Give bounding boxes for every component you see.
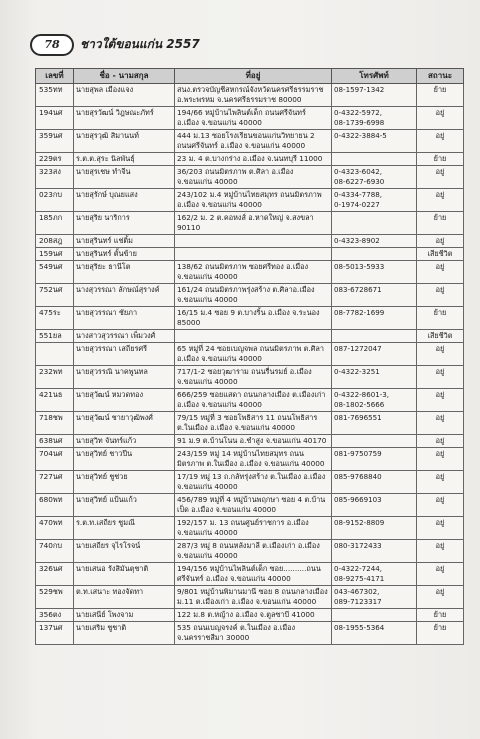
- member-code: 704นศ: [36, 448, 74, 471]
- member-code: 680พท: [36, 494, 74, 517]
- table-row: [36, 330, 464, 343]
- column-header-code: เลขที่: [36, 69, 74, 84]
- table-row: [36, 586, 464, 609]
- member-name: นายสุรินทร์ แช่ติ้ม: [74, 235, 175, 248]
- column-header-name: ชื่อ - นามสกุล: [74, 69, 175, 84]
- member-code: 229ตร: [36, 153, 74, 166]
- phone-number: 08-1739-6998: [334, 118, 385, 127]
- member-name: นางสุวรรณา ลักษณ์สุรางค์: [74, 284, 175, 307]
- phone-number: 043-467302,: [334, 587, 380, 596]
- member-table: [35, 68, 464, 645]
- table-row: [36, 366, 464, 389]
- member-code: 326นศ: [36, 563, 74, 586]
- phone-number: 0-4322-3884-5: [334, 131, 387, 140]
- member-phone: [332, 284, 417, 307]
- phone-number: 0-4322-8601-3,: [334, 390, 390, 399]
- phone-number: 08-1955-5364: [334, 623, 385, 632]
- member-address: 192/157 ม. 13 ถนนศูนย์ราชการ อ.เมือง จ.ขอนแก่น 40000: [175, 517, 332, 540]
- member-phone: [332, 586, 417, 609]
- member-address: 194/156 หมู่บ้านไพลินต์เด็ก ซอย..........ถนนศรีจันทร์ อ.เมือง จ.ขอนแก่น 40000: [175, 563, 332, 586]
- phone-number: 0-4323-6042,: [334, 167, 382, 176]
- phone-number: 08-7782-1699: [334, 308, 385, 317]
- member-address: 138/62 ถนนมิตรภาพ ซอยศรีทอง อ.เมือง จ.ขอนแก่น 40000: [175, 261, 332, 284]
- page-header-title: ชาวใต้ขอนแก่น 2557: [80, 37, 200, 51]
- table-row: [36, 307, 464, 330]
- member-status: อยู่: [417, 284, 464, 307]
- member-phone: [332, 84, 417, 107]
- member-address: 243/102 ม.4 หมู่บ้านไทยสมุทร ถนนมิตรภาพ อ.เมือง จ.ขอนแก่น 40000: [175, 189, 332, 212]
- member-address: 9/801 หมู่บ้านพิมานมานี ซอย 8 ถนนกลางเมือง ม.11 ต.เมืองเก่า อ.เมือง จ.ขอนแก่น 40000: [175, 586, 332, 609]
- member-address: 79/15 หมู่ที่ 3 ซอยโพธิสาร 11 ถนนโพธิสาร ต.ในเมือง อ.เมือง จ.ขอนแก่น 40000: [175, 412, 332, 435]
- phone-number: 085-9768840: [334, 472, 382, 481]
- table-row: [36, 435, 464, 448]
- member-name: นายสุรักษ์ บุณยแสง: [74, 189, 175, 212]
- member-status: อยู่: [417, 107, 464, 130]
- table-row: [36, 284, 464, 307]
- member-code: 356ตง: [36, 609, 74, 622]
- column-header-address: ที่อยู่: [175, 69, 332, 84]
- member-phone: [332, 235, 417, 248]
- phone-number: 085-9669103: [334, 495, 382, 504]
- phone-number: 0-4322-7244,: [334, 564, 382, 573]
- member-address: 444 ม.13 ซอยโรงเรียนขอนแก่นวิทยายน 2 ถนนศรีจันทร์ อ.เมือง จ.ขอนแก่น 40000: [175, 130, 332, 153]
- member-phone: [332, 107, 417, 130]
- member-address: 91 ม.9 ต.บ้านโนน อ.ชำสูง จ.ขอนแก่น 40170: [175, 435, 332, 448]
- member-status: อยู่: [417, 261, 464, 284]
- member-name: นายสุวรรณา ชัยภา: [74, 307, 175, 330]
- table-row: [36, 235, 464, 248]
- member-address: 65 หมู่ที่ 24 ซอยเบญจพล ถนนมิตรภาพ ต.ศิลา อ.เมือง จ.ขอนแก่น 40000: [175, 343, 332, 366]
- member-name: นายสุวรรณิ นาคพูนทล: [74, 366, 175, 389]
- member-address: 36/203 ถนนมิตรภาพ ต.ศิลา อ.เมือง จ.ขอนแก่น 40000: [175, 166, 332, 189]
- member-name: นายสุรินทร์ ตั้นข้าย: [74, 248, 175, 261]
- table-body: [36, 84, 464, 645]
- member-name: นายสุพล เมืองแจง: [74, 84, 175, 107]
- member-code: 529ชพ: [36, 586, 74, 609]
- phone-number: 08-9275-4171: [334, 574, 385, 583]
- member-address: 456/789 หมู่ที่ 4 หมู่บ้านพฤกษา ซอย 4 ต.บ้านเป็ด อ.เมือง จ.ขอนแก่น 40000: [175, 494, 332, 517]
- member-address: 194/66 หมู่บ้านไพลินต์เด็ก ถนนศรีจันทร์ อ.เมือง จ.ขอนแก่น 40000: [175, 107, 332, 130]
- member-phone: [332, 609, 417, 622]
- member-name: นายสุวิทย์ ชูช่วย: [74, 471, 175, 494]
- member-address: 717/1-2 ซอยวุฒาราม ถนนรื่นรมย์ อ.เมือง จ.ขอนแก่น 40000: [175, 366, 332, 389]
- member-code: 323สง: [36, 166, 74, 189]
- member-status: เสียชีวิต: [417, 248, 464, 261]
- member-status: ย้าย: [417, 212, 464, 235]
- phone-number: 081-7696551: [334, 413, 382, 422]
- table-row: [36, 448, 464, 471]
- member-name: นายสุวิทย์ ชาวปีน: [74, 448, 175, 471]
- page-number: 78: [30, 34, 74, 56]
- table-row: [36, 189, 464, 212]
- member-code: 549นศ: [36, 261, 74, 284]
- member-phone: [332, 448, 417, 471]
- member-status: ย้าย: [417, 609, 464, 622]
- member-phone: [332, 389, 417, 412]
- member-phone: [332, 471, 417, 494]
- table-row: [36, 609, 464, 622]
- member-phone: [332, 166, 417, 189]
- member-status: ย้าย: [417, 153, 464, 166]
- member-code: 359นศ: [36, 130, 74, 153]
- phone-number: 083-6728671: [334, 285, 382, 294]
- member-name: นายเสริม ชูชาติ: [74, 622, 175, 645]
- table-row: [36, 563, 464, 586]
- member-code: 475ระ: [36, 307, 74, 330]
- member-phone: [332, 153, 417, 166]
- member-address: 161/24 ถนนมิตรภาพรุ่งสร้าง ต.ศิลาอ.เมือง จ.ขอนแก่น 40000: [175, 284, 332, 307]
- phone-number: 089-7123317: [334, 597, 382, 606]
- member-status: อยู่: [417, 343, 464, 366]
- member-status: อยู่: [417, 540, 464, 563]
- phone-number: 0-4334-7788,: [334, 190, 382, 199]
- member-phone: [332, 435, 417, 448]
- member-phone: [332, 189, 417, 212]
- member-address: 122 ม.8 ต.หญ้าง อ.เมือง จ.ตูลซาบี 41000: [175, 609, 332, 622]
- table-row: [36, 494, 464, 517]
- phone-number: 0-4322-5972,: [334, 108, 382, 117]
- member-code: 551ยล: [36, 330, 74, 343]
- member-address: [175, 248, 332, 261]
- member-phone: [332, 307, 417, 330]
- member-name: ต.ท.เสนาะ ทองจัดทา: [74, 586, 175, 609]
- member-code: 185ภก: [36, 212, 74, 235]
- member-address: [175, 330, 332, 343]
- member-name: ร.ต.ท.เสถียร ชูมณี: [74, 517, 175, 540]
- table-row: [36, 261, 464, 284]
- phone-number: 08-1802-5666: [334, 400, 385, 409]
- member-status: อยู่: [417, 235, 464, 248]
- member-status: อยู่: [417, 412, 464, 435]
- member-phone: [332, 412, 417, 435]
- member-address: 287/3 หมู่ 8 ถนนหลังมาลี ต.เมืองเก่า อ.เมือง จ.ขอนแก่น 40000: [175, 540, 332, 563]
- member-code: 740กบ: [36, 540, 74, 563]
- table-row: [36, 153, 464, 166]
- member-status: อยู่: [417, 471, 464, 494]
- member-code: 137นศ: [36, 622, 74, 645]
- table-row: [36, 212, 464, 235]
- member-status: อยู่: [417, 189, 464, 212]
- member-address: 16/15 ม.4 ซอย 9 ต.บางริ้น อ.เมือง จ.ระนอง 85000: [175, 307, 332, 330]
- column-header-phone: โทรศัพท์: [332, 69, 417, 84]
- table-row: [36, 130, 464, 153]
- member-address: 162/2 ม. 2 ต.คอหงส์ อ.หาดใหญ่ จ.สงขลา 90110: [175, 212, 332, 235]
- member-status: ย้าย: [417, 307, 464, 330]
- phone-number: 08-1597-1342: [334, 85, 385, 94]
- member-phone: [332, 540, 417, 563]
- member-status: เสียชีวิต: [417, 330, 464, 343]
- member-status: อยู่: [417, 494, 464, 517]
- member-status: อยู่: [417, 435, 464, 448]
- member-code: 470พท: [36, 517, 74, 540]
- member-phone: [332, 563, 417, 586]
- member-status: อยู่: [417, 448, 464, 471]
- member-code: 208สฎ: [36, 235, 74, 248]
- member-name: นายสุวิทย์ แป้นแก้ว: [74, 494, 175, 517]
- column-header-status: สถานะ: [417, 69, 464, 84]
- phone-number: 080-3172433: [334, 541, 382, 550]
- member-phone: [332, 517, 417, 540]
- table-row: [36, 248, 464, 261]
- table-row: [36, 412, 464, 435]
- table-row: [36, 84, 464, 107]
- member-code: 638นศ: [36, 435, 74, 448]
- member-address: 23 ม. 4 ต.บางกร่าง อ.เมือง จ.นนทบุรี 11000: [175, 153, 332, 166]
- member-name: นายสุรเชษ ทำจีน: [74, 166, 175, 189]
- member-address: 535 ถนนเบญจรงค์ ต.ในเมือง อ.เมือง จ.นครราชสีมา 30000: [175, 622, 332, 645]
- member-phone: [332, 330, 417, 343]
- member-status: อยู่: [417, 130, 464, 153]
- table-row: [36, 389, 464, 412]
- member-status: ย้าย: [417, 622, 464, 645]
- member-name: นายสุริยะ ธานีโต: [74, 261, 175, 284]
- member-phone: [332, 212, 417, 235]
- phone-number: 08-6227-6930: [334, 177, 385, 186]
- member-name: นายสุรวุฒิ สิมานนท์: [74, 130, 175, 153]
- member-address: 17/19 หมู่ 13 ถ.กลัทรุ่งสร้าง ต.ในเมือง อ.เมือง จ.ขอนแก่น 40000: [175, 471, 332, 494]
- member-code: 023กบ: [36, 189, 74, 212]
- member-phone: [332, 366, 417, 389]
- member-address: 666/259 ซอยแสดา ถนนกลางเมือง ต.เมืองเก่า อ.เมือง จ.ขอนแก่น 40000: [175, 389, 332, 412]
- member-address: 243/159 หมู่ 14 หมู่บ้านไทยสมุทร ถนนมิตรภาพ ต.ในเมือง อ.เมือง จ.ขอนแก่น 40000: [175, 448, 332, 471]
- member-name: ร.ต.ต.สุระ นิลพันธุ์: [74, 153, 175, 166]
- member-status: อยู่: [417, 366, 464, 389]
- member-code: 535ทท: [36, 84, 74, 107]
- member-code: 232พท: [36, 366, 74, 389]
- member-phone: [332, 261, 417, 284]
- member-name: นายสุวรรณา เสถียรศรี: [74, 343, 175, 366]
- member-phone: [332, 343, 417, 366]
- member-status: ย้าย: [417, 84, 464, 107]
- member-name: นายเสนีย์ โพงจาม: [74, 609, 175, 622]
- member-code: 421นธ: [36, 389, 74, 412]
- member-name: นายสุริย นาริการ: [74, 212, 175, 235]
- table-row: [36, 517, 464, 540]
- table-row: [36, 343, 464, 366]
- member-address: สนง.ตรวจบัญชีสหกรณ์จังหวัดนครศรีธรรมราช อ.พระพรหม จ.นครศรีธรรมราช 80000: [175, 84, 332, 107]
- phone-number: 081-9750759: [334, 449, 382, 458]
- page-header: [30, 34, 460, 56]
- member-name: นายสุวัฒน์ หมวดทอง: [74, 389, 175, 412]
- member-phone: [332, 130, 417, 153]
- member-status: อยู่: [417, 517, 464, 540]
- table-row: [36, 107, 464, 130]
- member-phone: [332, 622, 417, 645]
- table-row: [36, 166, 464, 189]
- member-status: อยู่: [417, 166, 464, 189]
- member-name: นายสุวิท จันทร์แก้ว: [74, 435, 175, 448]
- member-name: นายสุวัฒน์ ชายาวุฒิพงศ์: [74, 412, 175, 435]
- phone-number: 08-5013-5933: [334, 262, 385, 271]
- member-address: [175, 235, 332, 248]
- member-name: นายสุรวัฒน์ วิฎษณะภัทร์: [74, 107, 175, 130]
- table-row: [36, 471, 464, 494]
- phone-number: 08-9152-8809: [334, 518, 385, 527]
- table-header-row: [36, 69, 464, 84]
- phone-number: 0-4323-8902: [334, 236, 380, 245]
- member-phone: [332, 494, 417, 517]
- member-status: อยู่: [417, 586, 464, 609]
- table-row: [36, 622, 464, 645]
- member-code: [36, 343, 74, 366]
- member-code: 159นศ: [36, 248, 74, 261]
- phone-number: 0-1974-0227: [334, 200, 380, 209]
- member-status: อยู่: [417, 563, 464, 586]
- member-name: นายเสนอ รังสิมันตุชาติ: [74, 563, 175, 586]
- member-name: นายเสถียร จุไรโรจน์: [74, 540, 175, 563]
- phone-number: 0-4322-3251: [334, 367, 380, 376]
- member-code: 727นศ: [36, 471, 74, 494]
- member-code: 752นศ: [36, 284, 74, 307]
- member-status: อยู่: [417, 389, 464, 412]
- table-row: [36, 540, 464, 563]
- phone-number: 087-1272047: [334, 344, 382, 353]
- member-code: 194นศ: [36, 107, 74, 130]
- member-code: 718ชพ: [36, 412, 74, 435]
- member-name: นางสาวสุวรรณา เพ็มวงศ์: [74, 330, 175, 343]
- member-phone: [332, 248, 417, 261]
